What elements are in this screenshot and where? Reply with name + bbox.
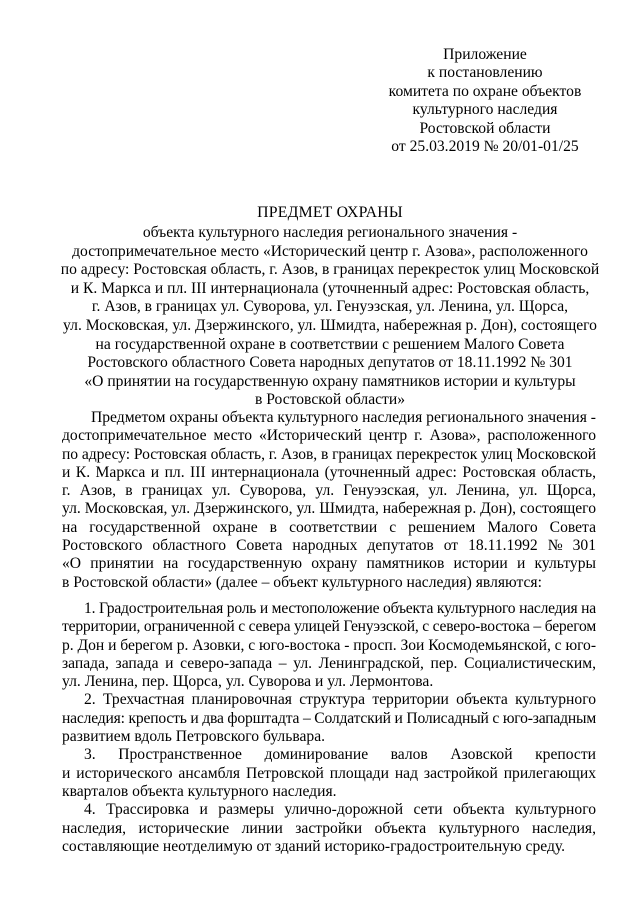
- subtitle-line: Ростовского областного Совета народных депутатов от 18.11.1992 № 301: [87, 354, 573, 372]
- paragraph-line: по адресу: Ростовская область, г. Азов, в границах перекресток улиц Московской: [62, 445, 596, 463]
- subtitle-line: достопримечательное место «Исторический центр г. Азова», расположенного: [72, 242, 588, 260]
- protection-items-list: [62, 600, 596, 856]
- item-line: 2. Трехчастная планировочная структура территории объекта культурного: [84, 691, 596, 709]
- item-line: территории, ограниченной с севера улицей Генуэзской, с северо-востока – берегом: [62, 618, 596, 636]
- paragraph-line: на государственной охране в соответствии с решением Малого Совета: [62, 518, 596, 536]
- subtitle-line: ул. Московская, ул. Дзержинского, ул. Шмидта, набережная р. Дон), состоящего: [63, 316, 597, 334]
- appendix-line: культурного наследия: [412, 101, 558, 119]
- appendix-line: от 25.03.2019 № 20/01-01/25: [391, 138, 579, 156]
- item-line: наследия, исторические линии застройки объекта культурного наследия,: [62, 819, 596, 837]
- paragraph-line: г. Азов, в границах ул. Суворова, ул. Генуэзская, ул. Ленина, ул. Щорса,: [62, 482, 596, 500]
- item-line: кварталов объекта культурного наследия.: [62, 782, 337, 800]
- subtitle-line: объекта культурного наследия регионального значения -: [142, 224, 518, 241]
- item-line: и исторического ансамбля Петровской площади над застройкой прилегающих: [62, 764, 596, 782]
- subtitle-line: по адресу: Ростовская область, г. Азов, в границах перекресток улиц Московской: [60, 261, 600, 279]
- item-line: развитием вдоль Петровского бульвара.: [62, 728, 326, 746]
- subtitle-line: и К. Маркса и пл. III интернационала (уточненный адрес: Ростовская область,: [70, 279, 590, 297]
- paragraph-line: ул. Московская, ул. Дзержинского, ул. Шмидта, набережная р. Дон), состоящего: [62, 500, 596, 518]
- item-line: запада, запада и северо-запада – ул. Ленинградской, пер. Социалистическим,: [62, 654, 596, 672]
- appendix-line: Приложение: [443, 46, 527, 63]
- subtitle-line: на государственной охране в соответствии с решением Малого Совета: [95, 335, 565, 353]
- list-item: [62, 600, 596, 691]
- paragraph-line: достопримечательное место «Исторический центр г. Азова», расположенного: [62, 427, 596, 445]
- document-subtitle: [40, 224, 620, 410]
- intro-paragraph: [62, 409, 596, 592]
- list-item: [62, 746, 596, 801]
- subtitle-line: г. Азов, в границах ул. Суворова, ул. Генуэзская, ул. Ленина, ул. Щорса,: [91, 298, 569, 316]
- paragraph-line: в Ростовской области» (далее – объект культурного наследия) являются:: [62, 573, 542, 591]
- item-line: наследия: крепость и два форштадта – Солдатский и Полисадный с юго-западным: [62, 709, 596, 727]
- appendix-line: Ростовской области: [419, 119, 551, 137]
- item-line: составляющие неотделимую от зданий историко-градостроительную среду.: [62, 837, 566, 855]
- item-line: ул. Ленина, пер. Щорса, ул. Суворова и ул. Лермонтова.: [62, 673, 434, 691]
- item-line: р. Дон и берегом р. Азовки, с юго-востока - просп. Зои Космодемьянской, с юго-: [62, 636, 596, 654]
- list-item: [62, 801, 596, 856]
- document-heading: ПРЕДМЕТ ОХРАНЫ: [257, 204, 403, 221]
- subtitle-line: «О принятии на государственную охрану памятников истории и культуры: [84, 372, 576, 390]
- paragraph-line: Предметом охраны объекта культурного наследия регионального значения -: [91, 409, 596, 426]
- paragraph-line: и К. Маркса и пл. III интернационала (уточненный адрес: Ростовская область,: [62, 463, 596, 481]
- appendix-line: комитета по охране объектов: [388, 82, 582, 100]
- item-line: 3. Пространственное доминирование валов Азовской крепости: [84, 746, 596, 764]
- subtitle-line: в Ростовской области»: [255, 391, 405, 409]
- appendix-line: к постановлению: [427, 64, 543, 82]
- list-item: [62, 691, 596, 746]
- item-line: 1. Градостроительная роль и местоположение объекта культурного наследия на: [84, 600, 596, 617]
- paragraph-line: Ростовского областного Совета народных депутатов от 18.11.1992 № 301: [62, 537, 596, 555]
- appendix-block: [380, 46, 590, 156]
- paragraph-line: «О принятии на государственную охрану памятников истории и культуры: [62, 555, 596, 573]
- item-line: 4. Трассировка и размеры улично-дорожной сети объекта культурного: [84, 801, 596, 819]
